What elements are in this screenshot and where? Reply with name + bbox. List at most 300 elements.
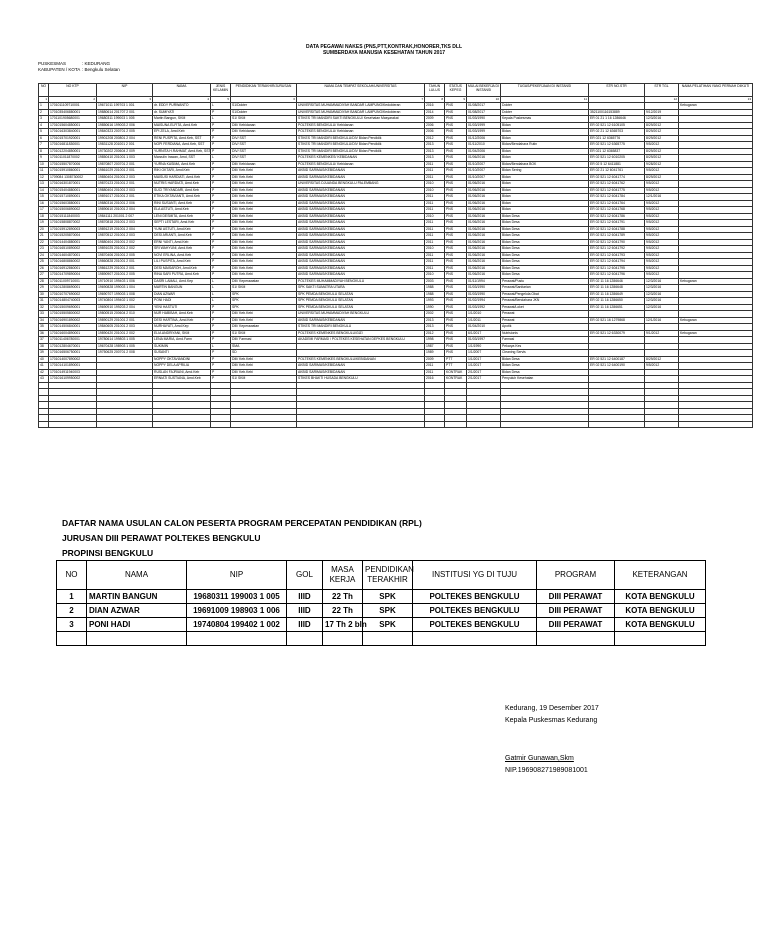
table-cell: ER 02 521 16 1279868 — [589, 317, 645, 324]
table-cell: Bidan Desa — [501, 239, 589, 246]
table-cell: DIV/ SST — [231, 135, 297, 142]
table-cell: 2006 — [425, 129, 445, 136]
table-cell: 13 — [39, 181, 49, 188]
table-cell: 1/1/2010 — [467, 311, 501, 318]
table-cell: STIKES TRI MANDIRI SAKTI BENGKULU/ Kesehatan Masyarakat — [297, 116, 425, 123]
table-cell: DIII/ Keb.Kebi — [231, 272, 297, 279]
table-cell: P — [211, 194, 231, 201]
table-cell: PNS — [445, 233, 467, 240]
table-cell: 1701016303840001 — [49, 129, 97, 136]
table-cell: AKBID SARIMAS/KEBIDANAN — [297, 252, 425, 259]
table-cell-empty — [363, 632, 413, 646]
table-cell: 9/5/2012 — [645, 181, 679, 188]
table-cell: 01/03/1997 — [467, 337, 501, 344]
table-cell: ER 02 521 12 6041794 — [589, 259, 645, 266]
table-cell: KOTA BENGKULU — [615, 590, 706, 604]
table-cell: DIV/ SST — [231, 155, 297, 162]
table-row — [57, 590, 706, 604]
table-cell: 01/06/2016 — [467, 252, 501, 259]
staff-index-cell: 3 — [97, 97, 153, 103]
table-cell: 2013 — [425, 155, 445, 162]
table-cell: SPK — [363, 618, 413, 632]
staff-index-cell: 13 — [679, 97, 753, 103]
rpl-col-header: NIP — [187, 561, 287, 590]
table-cell-empty — [425, 421, 445, 428]
staff-index-cell: 11 — [501, 97, 589, 103]
table-cell: ER 02 521 12 6041791 — [589, 220, 645, 227]
table-cell: 1701014709890004 — [49, 272, 97, 279]
table-cell: 1701016811830001 — [49, 142, 97, 149]
table-cell: P — [211, 246, 231, 253]
table-cell: 01/02/1994 — [467, 298, 501, 305]
table-cell: 3 — [57, 618, 87, 632]
table-cell: MAISUNA ELFITA, Amd.Keb — [153, 122, 211, 129]
table-cell: 01/06/2016 — [467, 213, 501, 220]
table-cell: L — [211, 343, 231, 350]
table-cell: 9/28/2012 — [645, 161, 679, 168]
table-cell: RINI SUSANTI, Amd.Keb — [153, 200, 211, 207]
table-cell: DIII/ Keb.Kebi — [231, 317, 297, 324]
table-cell: 12/3/2016 — [645, 304, 679, 311]
table-cell: ER 02 521 12 6041793 — [589, 252, 645, 259]
table-cell: MARTIN BANGUN — [153, 285, 211, 292]
table-cell-empty — [323, 632, 363, 646]
table-cell: P — [211, 330, 231, 337]
table-cell: 21 — [39, 233, 49, 240]
table-cell: 3521100116153889 — [589, 109, 645, 116]
table-cell: PNS — [445, 343, 467, 350]
rpl-col-header: PENDIDIKAN TERAKHIR — [363, 561, 413, 590]
rpl-table-header — [57, 561, 706, 590]
table-cell: 2011 — [425, 252, 445, 259]
table-cell: 30 — [39, 291, 49, 298]
table-cell: Bidan Desa — [501, 363, 589, 370]
table-cell: ER 021 12 6365776 — [589, 135, 645, 142]
table-cell: ER 02 521 12 6041784 — [589, 194, 645, 201]
signature-name: Gatmir Gunawan,Skm — [505, 755, 574, 762]
table-cell: 1701016808860002 — [49, 259, 97, 266]
table-cell: PNS — [445, 129, 467, 136]
table-cell: 01/04/2006 — [467, 148, 501, 155]
table-cell: Bidan Desa — [501, 369, 589, 376]
table-cell: 19680311 199003 1 005 — [187, 590, 287, 604]
table-cell: 1701015006890002 — [49, 207, 97, 214]
table-cell: Perawat — [501, 317, 589, 324]
table-cell: 2003 — [425, 278, 445, 285]
table-cell: 22 Th — [323, 590, 363, 604]
table-cell: Bidan Desa — [501, 213, 589, 220]
table-cell: Bidan Desa — [501, 226, 589, 233]
table-cell: 19880316 201001 2 006 — [97, 200, 153, 207]
table-cell: 2011 — [425, 239, 445, 246]
table-cell: S1/ SKM — [231, 116, 297, 123]
table-cell: 40 — [39, 356, 49, 363]
table-cell: 19730202 200604 2 009 — [97, 148, 153, 155]
table-cell: 01/03/1990 — [467, 285, 501, 292]
table-cell: 2 — [57, 604, 87, 618]
rpl-col-header: NAMA — [87, 561, 187, 590]
table-cell: PNS — [445, 291, 467, 298]
table-cell: 01/06/2016 — [467, 220, 501, 227]
table-cell: 6/1/2017 — [467, 330, 501, 337]
table-cell: YURNA KASIMA, Amd.Keb — [153, 161, 211, 168]
table-cell: L — [211, 285, 231, 292]
table-cell: PNS — [445, 252, 467, 259]
table-cell: ELIA ANDRIYANI, SKM — [153, 330, 211, 337]
table-cell: RUSLAN FAJRIANI, Amd.Keb — [153, 369, 211, 376]
table-cell: 8/29/2012 — [645, 122, 679, 129]
table-cell: PTT — [445, 356, 467, 363]
table-cell: RINA SARI PUTRA, Amd.Keb — [153, 272, 211, 279]
table-cell: P — [211, 109, 231, 116]
table-cell: Bidan Desa — [501, 356, 589, 363]
table-cell: YUNI ASTUTI, Amd.Keb — [153, 226, 211, 233]
table-cell: ER 02 521 12 6041789 — [589, 233, 645, 240]
table-cell: 9/5/2012 — [645, 252, 679, 259]
table-cell-empty — [615, 632, 706, 646]
table-cell: L — [211, 291, 231, 298]
table-cell: SPK SAKTI SUMATRA UTARA — [297, 285, 425, 292]
table-cell: 9/5/2012 — [645, 363, 679, 370]
table-cell: ER 02 21 12 6041761 — [589, 168, 645, 175]
table-cell: Cleaning Servis — [501, 350, 589, 357]
table-cell: 15 — [39, 194, 49, 201]
table-cell: Kebugaran — [679, 317, 753, 324]
table-cell: 1/1/2011 — [467, 317, 501, 324]
table-cell: LENA MARIA, Amd.Farm — [153, 337, 211, 344]
table-cell: 19901208 200801 2 004 — [97, 135, 153, 142]
table-cell: 19880404 201001 2 002 — [97, 239, 153, 246]
table-cell: 19880404 201001 2 003 — [97, 187, 153, 194]
table-cell: 19670428 198903 1 005 — [97, 343, 153, 350]
table-cell: 22 — [39, 239, 49, 246]
table-cell: 33 — [39, 311, 49, 318]
table-cell: 1/1/2017 — [467, 363, 501, 370]
table-cell: 19840605 201001 2 003 — [97, 324, 153, 331]
table-cell: POLTEKES BENGKULU/ Kebidanan — [297, 129, 425, 136]
table-cell: 2011 — [425, 369, 445, 376]
table-cell: 1988 — [425, 291, 445, 298]
table-cell: Bidan Desa — [501, 265, 589, 272]
table-cell: 1701012204850001 — [49, 148, 97, 155]
table-cell: 38 — [39, 343, 49, 350]
table-cell: 18 — [39, 213, 49, 220]
table-cell: PNS — [445, 350, 467, 357]
table-cell: 2011 — [425, 226, 445, 233]
table-cell: P — [211, 376, 231, 383]
table-cell: ER 02 11 16 1286646 — [589, 278, 645, 285]
table-cell: IIID — [287, 590, 323, 604]
table-cell: MARTIN BANGUN — [87, 590, 187, 604]
staff-table-body — [39, 97, 753, 428]
table-cell: 6 — [39, 135, 49, 142]
table-cell: 9/5/2012 — [645, 246, 679, 253]
table-cell: NOPI FERDIANA, Amd.Keb, SST — [153, 142, 211, 149]
table-cell: SUCI TRIYANDARI, Amd.Keb — [153, 187, 211, 194]
table-cell: dr. EDDY PURWANTO — [153, 103, 211, 110]
table-cell: 9/5/2012 — [645, 265, 679, 272]
table-cell: SPK — [363, 604, 413, 618]
table-cell: 01/03/1990 — [467, 116, 501, 123]
table-cell: 1/1/1990 — [467, 343, 501, 350]
rpl-province: PROPINSI BENGKULU — [62, 548, 154, 558]
table-cell: 01/06/2016 — [467, 181, 501, 188]
table-cell: 1/1/2017 — [467, 356, 501, 363]
table-cell: Perawat — [501, 311, 589, 318]
staff-col-header: PENDIDIKAN TERAKHIR/JURUSAN — [231, 84, 297, 97]
puskesmas-label: PUSKESMAS — [38, 61, 67, 66]
table-cell: AKBID SARIMAS/KEBIDANAN — [297, 246, 425, 253]
table-cell: 9/5/2012 — [645, 239, 679, 246]
table-cell: 2009 — [425, 116, 445, 123]
table-cell: 1990 — [425, 304, 445, 311]
table-cell: P — [211, 213, 231, 220]
table-cell: PNS — [445, 259, 467, 266]
table-cell: S1/ SKM — [231, 330, 297, 337]
table-cell: DIV/ SST — [231, 148, 297, 155]
table-cell: DIII/ Keb.Kebi — [231, 220, 297, 227]
table-cell: 2 — [39, 109, 49, 116]
table-cell: Bidan Desa — [501, 246, 589, 253]
table-cell: PNS — [445, 116, 467, 123]
table-cell: 1701015701920001 — [49, 135, 97, 142]
staff-table-header — [39, 84, 753, 97]
table-cell: 1701014007890002 — [49, 356, 97, 363]
table-cell: 26 — [39, 265, 49, 272]
table-cell: 8/29/2012 — [645, 356, 679, 363]
table-cell: 5 — [39, 129, 49, 136]
table-cell: S1/Dokter — [231, 103, 297, 110]
table-cell: DIII/ Keb.Kebi — [231, 181, 297, 188]
table-cell: P — [211, 135, 231, 142]
table-cell: KONTRAK — [445, 369, 467, 376]
table-cell: 29 — [39, 285, 49, 292]
table-cell: Bidan Desa — [501, 259, 589, 266]
table-cell: 9/5/2012 — [645, 226, 679, 233]
table-cell: 01/10/2007 — [467, 174, 501, 181]
rpl-col-header: INSTITUSI YG DI TUJU — [413, 561, 537, 590]
table-cell: ER 02 11 16 1286650 — [589, 298, 645, 305]
table-cell: ER 02 5 12 6411881 — [589, 161, 645, 168]
signature-position: Kepala Puskesmas Kedurang — [505, 717, 598, 724]
table-cell: POLTEKES KEMENKES BENGKULU/GIZI — [297, 330, 425, 337]
table-cell: SRI WAHYUNI, Amd.Keb — [153, 246, 211, 253]
signature-nip: NIP.196908271989081001 — [505, 767, 588, 774]
staff-col-header: MULAI BEKERJA DI INSTANSI — [467, 84, 501, 97]
table-cell: 1701014101890001 — [49, 363, 97, 370]
table-cell: 01/03/1999 — [467, 129, 501, 136]
table-cell: NUTRIS HARDIATI, Amd.Keb — [153, 181, 211, 188]
table-cell: SPK PEMDA BENGKULU SELATAN — [297, 304, 425, 311]
table-cell: DIII/ Keb.Kebi — [231, 265, 297, 272]
table-cell: Perawat/Sanitarian — [501, 285, 589, 292]
table-cell: 01/06/2016 — [467, 233, 501, 240]
table-cell: 43 — [39, 376, 49, 383]
table-cell: POLTEKES BENGKULU — [413, 590, 537, 604]
table-cell: P — [211, 220, 231, 227]
table-cell: Bidan — [501, 155, 589, 162]
table-cell: P — [211, 148, 231, 155]
staff-index-cell: 1 — [39, 97, 49, 103]
table-cell: DIII/ Farmasi — [231, 337, 297, 344]
table-cell: 1701015009690001 — [49, 304, 97, 311]
table-cell: 01/06/2016 — [467, 155, 501, 162]
table-cell: 01/06/2016 — [467, 265, 501, 272]
table-cell: 1701015710890001 — [49, 194, 97, 201]
table-cell: RENI PUSPITA, Amd.Keb, SST — [153, 135, 211, 142]
table-cell: 19860828 201001 2 001 — [97, 259, 153, 266]
table-cell: 2009 — [425, 356, 445, 363]
table-cell: ERNIATI SUSTIANA, Amd.Keb — [153, 376, 211, 383]
table-cell: ER 02 521 12 6041795 — [589, 265, 645, 272]
table-cell: YURNITA H.RAHMAT, Amd.Keb, SST — [154, 148, 211, 153]
table-cell: 1701011109710001 — [49, 103, 97, 110]
table-cell: DIII/ Kebidanan — [231, 129, 297, 136]
table-cell: P — [211, 272, 231, 279]
table-cell: 1701015603880001 — [49, 200, 97, 207]
table-cell-empty — [413, 632, 537, 646]
table-cell: 22 Th — [323, 604, 363, 618]
table-cell: DASRI LAMALI, Amd.Kep — [153, 278, 211, 285]
table-cell: 31 — [39, 298, 49, 305]
table-cell: 9/5/2012 — [645, 233, 679, 240]
table-cell: 8/29/2012 — [645, 135, 679, 142]
staff-col-header: NO — [39, 84, 49, 97]
staff-col-header: TAHUN LULUS — [425, 84, 445, 97]
table-cell: Bidan — [501, 174, 589, 181]
table-cell: ER 02 521 12 6041792 — [589, 246, 645, 253]
table-cell: PNS — [445, 304, 467, 311]
table-row — [57, 618, 706, 632]
table-cell: Bidan — [501, 122, 589, 129]
table-cell: Bidan — [501, 148, 589, 155]
table-cell: 1701015111840003 — [49, 213, 97, 220]
table-cell: 37 — [39, 337, 49, 344]
table-cell: L — [211, 116, 231, 123]
table-cell: 19690828 199003 1 004 — [97, 285, 153, 292]
table-cell: 19841111 201001 2 007 — [97, 213, 153, 220]
table-cell: PNS — [445, 103, 467, 110]
table-cell: PNS — [445, 181, 467, 188]
table-cell: 8/29/2012 — [645, 174, 679, 181]
table-cell: 9/5/2012 — [645, 207, 679, 214]
table-cell: EPI ZELA, Amd.Keb — [153, 129, 211, 136]
table-cell: PNS — [445, 285, 467, 292]
table-cell: P — [211, 233, 231, 240]
table-cell: LILI PUSPITA, Amd.Keb — [153, 259, 211, 266]
table-cell: POLTEKES KEMENKES BENGKULU/KEBIDANAN — [297, 356, 425, 363]
table-cell: 2/1/2017 — [467, 369, 501, 376]
table-cell: ERNI YANTI, Amd.Keb — [153, 239, 211, 246]
table-cell: Nutrisionis — [501, 330, 589, 337]
table-cell: Bidan — [501, 207, 589, 214]
table-cell: 1701015507870006 — [49, 161, 97, 168]
table-cell: Martin Bangun, SKM — [153, 116, 211, 123]
table-cell: 39 — [39, 350, 49, 357]
table-cell: 9/1/2012 — [645, 330, 679, 337]
table-cell: 1701012804670001 — [49, 343, 97, 350]
table-cell: Bidan/Bendahara BOK — [501, 161, 589, 168]
table-cell: DIII/ Kebidanan — [231, 161, 297, 168]
table-cell: AKBID SARIMAS/KEBIDANAN — [297, 265, 425, 272]
table-cell: 2012 — [425, 330, 445, 337]
table-cell: UNIVERSITAS MUHAMMADIYAH BANDAR LAMPUNG/Kedokteran — [297, 109, 425, 116]
table-cell: P — [211, 304, 231, 311]
table-cell: Bidan — [501, 135, 589, 142]
table-cell: 2011 — [425, 259, 445, 266]
report-title-line2: SUMBERDAYA MANUSIA KESEHATAN TAHUN 2017 — [322, 50, 446, 56]
table-cell: DIII PERAWAT — [537, 590, 615, 604]
table-cell: DIII/ Keb.Kebi — [231, 187, 297, 194]
table-cell: 35 — [39, 324, 49, 331]
table-cell: YENI HASTUTI — [153, 304, 211, 311]
table-cell: 19780614 199803 1 005 — [97, 337, 153, 344]
rpl-heading — [62, 516, 422, 561]
staff-col-header: TUGAS/PEKERJAAN DI INSTANSI — [501, 84, 589, 97]
table-cell: PNS — [445, 187, 467, 194]
table-row-empty — [57, 632, 706, 646]
rpl-col-header: KETERANGAN — [615, 561, 706, 590]
table-cell: 19850616 199003 2 006 — [97, 122, 153, 129]
table-cell-empty — [39, 421, 49, 428]
table-cell: SPK — [231, 304, 297, 311]
table-cell: AKBID SARIMAS/KEBIDANAN — [297, 168, 425, 175]
table-cell: P — [211, 356, 231, 363]
table-cell: 2006 — [425, 122, 445, 129]
table-cell: 1701012808690001 — [49, 285, 97, 292]
table-cell-empty — [297, 421, 425, 428]
rpl-table-body — [57, 590, 706, 646]
table-cell: DIII/ Keb.Kebi — [231, 239, 297, 246]
table-cell: Bidan Desa — [501, 272, 589, 279]
table-cell: DIII/ Keb.Kebi — [231, 246, 297, 253]
table-cell: DIII/ Keb.Kebi — [231, 194, 297, 201]
table-cell: 19740804 199402 1 002 — [97, 298, 153, 305]
table-cell: 19850410 201001 1 003 — [97, 155, 153, 162]
table-cell: 19861029 201001 2 001 — [97, 168, 153, 175]
table-cell: UNIVERSITAS DJUANDA BENGKULU PALEMBANG — [297, 181, 425, 188]
rpl-col-header: PROGRAM — [537, 561, 615, 590]
table-cell: Bidan Sering — [501, 168, 589, 175]
table-cell: DIII PERAWAT — [537, 618, 615, 632]
table-cell: 2010 — [425, 181, 445, 188]
table-cell-empty — [445, 421, 467, 428]
table-cell: 19740804 199402 1 002 — [187, 618, 287, 632]
table-cell: SMA — [231, 343, 297, 350]
table-cell: 19750625 200701 2 008 — [97, 350, 153, 357]
table-cell: DIII/ Kebidanan — [231, 122, 297, 129]
staff-index-cell: 5 — [211, 97, 231, 103]
table-cell: Bidan — [501, 187, 589, 194]
table-cell: 1701011011870002 — [49, 155, 97, 162]
table-cell: ER 02 11 16 1286649 — [589, 291, 645, 298]
table-cell: 01/04/2010 — [467, 324, 501, 331]
table-cell: ER 02 521 12 6400187 — [589, 356, 645, 363]
table-cell: AKBID SARIMAS/KEBIDANAN — [297, 259, 425, 266]
table-cell: PNS — [445, 155, 467, 162]
table-cell: PNS — [445, 122, 467, 129]
table-cell: 2013 — [425, 148, 445, 155]
table-cell: 2010 — [425, 213, 445, 220]
table-cell: Penyuluh Kesehatan — [501, 376, 589, 383]
table-cell: 2010 — [425, 246, 445, 253]
table-cell-empty — [537, 632, 615, 646]
table-cell: DIII/ Keb.Kebi — [231, 356, 297, 363]
table-cell: PNS — [445, 265, 467, 272]
table-cell: 12/3/2016 — [645, 285, 679, 292]
table-cell: 2016 — [425, 103, 445, 110]
table-cell-empty — [501, 421, 589, 428]
